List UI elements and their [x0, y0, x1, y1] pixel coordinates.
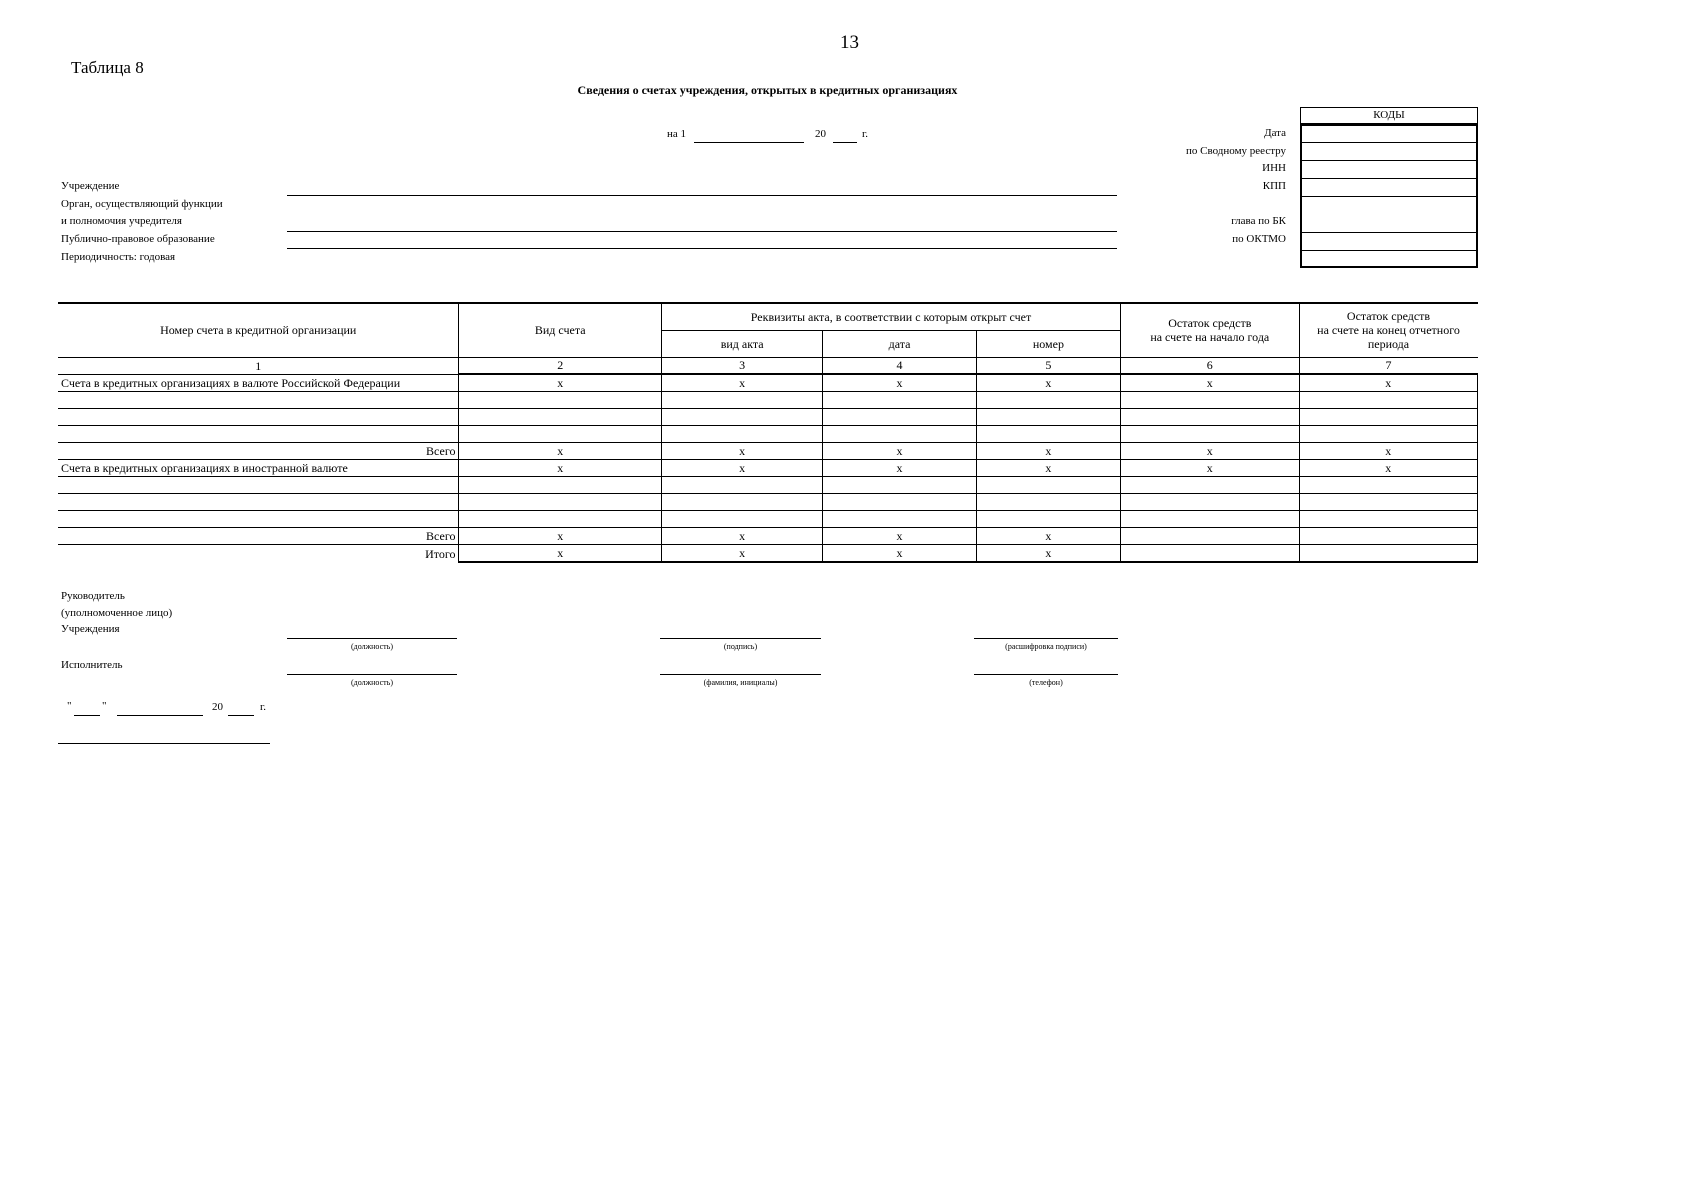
- mark-cell: х: [459, 528, 661, 545]
- mark-cell: х: [823, 528, 976, 545]
- date-day-month-field[interactable]: [694, 142, 804, 143]
- balance-start-cell[interactable]: [1121, 494, 1299, 511]
- mark-cell: х: [976, 460, 1120, 477]
- balance-start-cell[interactable]: [1121, 409, 1299, 426]
- section-rub-label: Счета в кредитных организациях в валюте Российской Федерации: [58, 374, 459, 392]
- section-foreign-label: Счета в кредитных организациях в иностранной валюте: [58, 460, 459, 477]
- act-date-cell[interactable]: [823, 477, 976, 494]
- date-year-field[interactable]: [833, 142, 857, 143]
- code-bk-cell[interactable]: [1300, 196, 1478, 232]
- mark-cell: х: [823, 460, 976, 477]
- balance-end-cell[interactable]: [1299, 494, 1478, 511]
- footer-open-quote: ": [67, 700, 72, 712]
- mark-cell: х: [459, 374, 661, 392]
- grand-total-label: Итого: [58, 545, 459, 563]
- mark-cell: х: [976, 545, 1120, 563]
- accounts-table: [58, 302, 1478, 563]
- caption-decoding: (расшифровка подписи): [1005, 642, 1087, 651]
- mark-cell: х: [661, 460, 822, 477]
- code-label-bk: глава по БК: [1231, 215, 1286, 227]
- act-type-cell[interactable]: [661, 426, 822, 443]
- balance-end-grand-total-cell[interactable]: [1299, 545, 1478, 563]
- table-row: [58, 477, 1478, 494]
- act-number-cell[interactable]: [976, 409, 1120, 426]
- col-number-2: 2: [459, 357, 661, 374]
- balance-start-cell[interactable]: [1121, 477, 1299, 494]
- mark-cell: х: [976, 374, 1120, 392]
- institution-field[interactable]: [287, 195, 1117, 196]
- act-type-cell[interactable]: [661, 409, 822, 426]
- balance-start-total-cell[interactable]: [1121, 528, 1299, 545]
- account-number-cell[interactable]: [58, 392, 459, 409]
- account-number-cell[interactable]: [58, 494, 459, 511]
- act-date-cell[interactable]: [823, 494, 976, 511]
- header-account-number: Номер счета в кредитной организации: [58, 303, 459, 357]
- balance-start-cell[interactable]: [1121, 392, 1299, 409]
- balance-end-cell[interactable]: [1299, 392, 1478, 409]
- executor-position-field[interactable]: [287, 674, 457, 675]
- table-row: [58, 511, 1478, 528]
- account-type-cell[interactable]: [459, 477, 661, 494]
- act-date-cell[interactable]: [823, 392, 976, 409]
- mark-cell: х: [976, 443, 1120, 460]
- date-year-prefix: 20: [815, 128, 826, 140]
- balance-start-grand-total-cell[interactable]: [1121, 545, 1299, 563]
- col-number-5: 5: [976, 357, 1120, 374]
- mark-cell: х: [661, 545, 822, 563]
- caption-name: (фамилия, инициалы): [703, 678, 778, 687]
- page-number: 13: [840, 32, 859, 53]
- table-row: [58, 409, 1478, 426]
- label-periodicity: Периодичность: годовая: [61, 251, 176, 263]
- sig-head-line2: (уполномоченное лицо): [61, 607, 173, 619]
- executor-name-field[interactable]: [660, 674, 821, 675]
- header-balance-start: [1121, 303, 1299, 357]
- act-date-cell[interactable]: [823, 511, 976, 528]
- act-number-cell[interactable]: [976, 426, 1120, 443]
- act-type-cell[interactable]: [661, 494, 822, 511]
- col-number-4: 4: [823, 357, 976, 374]
- account-number-cell[interactable]: [58, 426, 459, 443]
- mark-cell: х: [1121, 460, 1299, 477]
- date-year-suffix: г.: [862, 128, 869, 140]
- caption-signature: (подпись): [723, 642, 758, 651]
- footer-divider: [58, 743, 270, 744]
- mark-cell: х: [1121, 374, 1299, 392]
- code-inn-cell[interactable]: [1300, 160, 1478, 178]
- mark-cell: х: [823, 443, 976, 460]
- public-entity-field[interactable]: [287, 248, 1117, 249]
- act-type-cell[interactable]: [661, 392, 822, 409]
- header-balance-end-line2: на счете на конец отчетного: [1317, 323, 1460, 338]
- footer-year-field[interactable]: [228, 715, 254, 716]
- code-label-date: Дата: [1264, 127, 1286, 139]
- table-row: [58, 460, 1478, 477]
- head-signature-field[interactable]: [660, 638, 821, 639]
- act-type-cell[interactable]: [661, 511, 822, 528]
- header-act-details: Реквизиты акта, в соответствии с которым открыт счет: [661, 303, 1120, 330]
- act-number-cell[interactable]: [976, 511, 1120, 528]
- mark-cell: х: [823, 545, 976, 563]
- header-act-date: дата: [823, 330, 976, 357]
- table-row: [58, 528, 1478, 545]
- caption-phone: (телефон): [1029, 678, 1063, 687]
- label-founder-2: и полномочия учредителя: [61, 215, 182, 227]
- label-founder-1: Орган, осуществляющий функции: [61, 198, 223, 210]
- mark-cell: х: [1121, 443, 1299, 460]
- table-row: [58, 494, 1478, 511]
- header-balance-end-line3: периода: [1367, 337, 1410, 352]
- sig-executor: Исполнитель: [61, 659, 123, 671]
- mark-cell: х: [661, 528, 822, 545]
- header-balance-start-line2: на счете на начало года: [1150, 330, 1270, 345]
- mark-cell: х: [459, 545, 661, 563]
- account-type-cell[interactable]: [459, 494, 661, 511]
- caption-position2: (должность): [351, 678, 393, 687]
- col-number-3: 3: [661, 357, 822, 374]
- table-row: [58, 374, 1478, 392]
- balance-end-cell[interactable]: [1299, 426, 1478, 443]
- mark-cell: х: [1299, 443, 1478, 460]
- total-label: Всего: [58, 528, 459, 545]
- table-row: [58, 443, 1478, 460]
- code-label-registry: по Сводному реестру: [1186, 145, 1286, 157]
- table-row: [58, 545, 1478, 563]
- act-number-cell[interactable]: [976, 392, 1120, 409]
- mark-cell: х: [459, 443, 661, 460]
- act-date-cell[interactable]: [823, 426, 976, 443]
- header-balance-start-line1: Остаток средств: [1168, 316, 1252, 331]
- balance-start-cell[interactable]: [1121, 426, 1299, 443]
- footer-year-prefix: 20: [212, 701, 223, 713]
- head-position-field[interactable]: [287, 638, 457, 639]
- mark-cell: х: [661, 443, 822, 460]
- mark-cell: х: [1299, 374, 1478, 392]
- act-number-cell[interactable]: [976, 477, 1120, 494]
- code-date-cell[interactable]: [1300, 124, 1478, 142]
- header-account-type: Вид счета: [459, 303, 661, 357]
- mark-cell: х: [459, 460, 661, 477]
- mark-cell: х: [661, 374, 822, 392]
- account-type-cell[interactable]: [459, 426, 661, 443]
- mark-cell: х: [976, 528, 1120, 545]
- code-label-inn: ИНН: [1262, 162, 1286, 174]
- caption-position: (должность): [351, 642, 393, 651]
- act-type-cell[interactable]: [661, 477, 822, 494]
- account-type-cell[interactable]: [459, 409, 661, 426]
- total-label: Всего: [58, 443, 459, 460]
- head-decoding-field[interactable]: [974, 638, 1118, 639]
- form-title: Сведения о счетах учреждения, открытых в кредитных организациях: [577, 83, 958, 97]
- executor-phone-field[interactable]: [974, 674, 1118, 675]
- code-registry-cell[interactable]: [1300, 142, 1478, 160]
- label-public-entity: Публично-правовое образование: [61, 233, 215, 245]
- account-type-cell[interactable]: [459, 511, 661, 528]
- code-oktmo-cell[interactable]: [1300, 232, 1478, 250]
- sig-head-line1: Руководитель: [61, 590, 125, 602]
- balance-start-cell[interactable]: [1121, 511, 1299, 528]
- mark-cell: х: [823, 374, 976, 392]
- header-balance-end: [1299, 303, 1478, 357]
- account-number-cell[interactable]: [58, 511, 459, 528]
- col-number-7: 7: [1299, 357, 1478, 374]
- act-date-cell[interactable]: [823, 409, 976, 426]
- codes-divider: [1302, 250, 1476, 251]
- header-act-type: вид акта: [661, 330, 822, 357]
- footer-year-suffix: г.: [260, 701, 267, 713]
- mark-cell: х: [1299, 460, 1478, 477]
- account-number-cell[interactable]: [58, 477, 459, 494]
- balance-end-cell[interactable]: [1299, 409, 1478, 426]
- founder-field[interactable]: [287, 231, 1117, 232]
- col-number-1: 1: [58, 357, 459, 374]
- balance-end-cell[interactable]: [1299, 511, 1478, 528]
- footer-month-field[interactable]: [117, 715, 203, 716]
- label-institution: Учреждение: [61, 180, 120, 192]
- code-label-oktmo: по ОКТМО: [1232, 233, 1286, 245]
- footer-close-quote: ": [102, 700, 107, 712]
- code-kpp-cell[interactable]: [1300, 178, 1478, 196]
- codes-header: КОДЫ: [1300, 107, 1478, 124]
- footer-day-field[interactable]: [74, 715, 100, 716]
- sig-head-line3: Учреждения: [61, 623, 120, 635]
- account-number-cell[interactable]: [58, 409, 459, 426]
- code-label-kpp: КПП: [1262, 180, 1286, 192]
- header-balance-end-line1: Остаток средств: [1346, 309, 1431, 324]
- balance-end-cell[interactable]: [1299, 477, 1478, 494]
- col-number-6: 6: [1121, 357, 1299, 374]
- table-label: Таблица 8: [71, 58, 144, 77]
- date-prefix: на 1: [667, 128, 687, 140]
- act-number-cell[interactable]: [976, 494, 1120, 511]
- header-act-number: номер: [976, 330, 1120, 357]
- table-row: [58, 426, 1478, 443]
- account-type-cell[interactable]: [459, 392, 661, 409]
- table-row: [58, 392, 1478, 409]
- balance-end-total-cell[interactable]: [1299, 528, 1478, 545]
